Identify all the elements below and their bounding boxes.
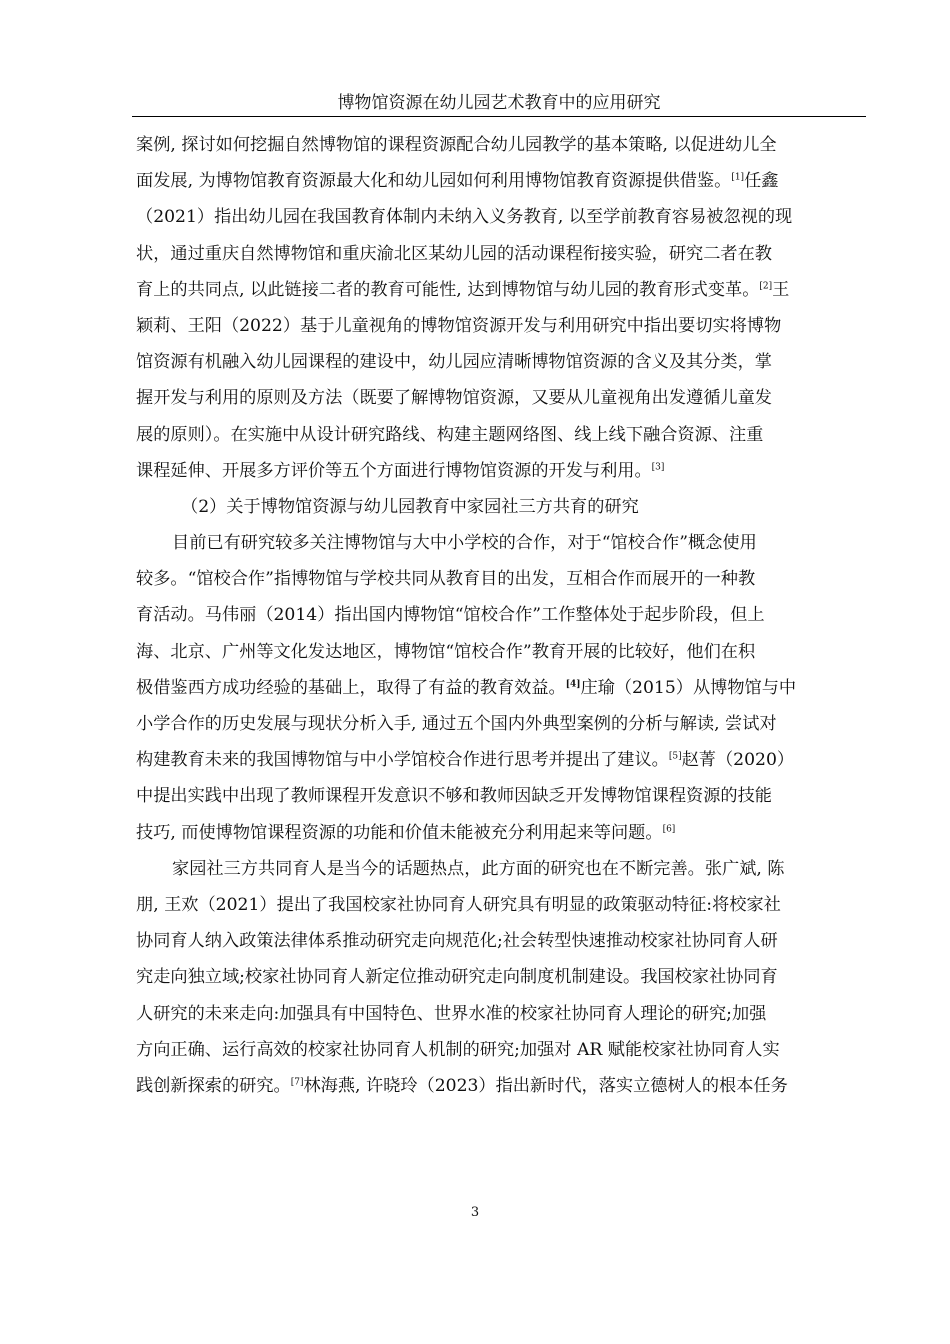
text-line: 课程延伸、开展多方评价等五个方面进行博物馆资源的开发与利用。[3] <box>136 460 665 481</box>
text-line: 目前已有研究较多关注博物馆与大中小学校的合作，对于“馆校合作”概念使用 <box>172 533 757 554</box>
text-line: 状，通过重庆自然博物馆和重庆渝北区某幼儿园的活动课程衔接实验，研究二者在教 <box>136 243 772 264</box>
text-line: 究走向独立域;校家社协同育人新定位推动研究走向制度机制建设。我国校家社协同育 <box>136 967 778 988</box>
text-line: 构建教育未来的我国博物馆与中小学馆校合作进行思考并提出了建议。[5]赵菁（2020） <box>136 750 795 771</box>
text-line: 中提出实践中出现了教师课程开发意识不够和教师因缺乏开发博物馆课程资源的技能 <box>136 786 772 807</box>
running-header: 博物馆资源在幼儿园艺术教育中的应用研究 <box>337 93 661 113</box>
text-line: 小学合作的历史发展与现状分析入手, 通过五个国内外典型案例的分析与解读, 尝试对 <box>136 714 777 734</box>
citation-mark: [2] <box>759 281 773 292</box>
text-line: 践创新探索的研究。[7]林海燕, 许晓玲（2023）指出新时代，落实立德树人的根本任务 <box>136 1075 788 1096</box>
text-line: 朋, 王欢（2021）提出了我国校家社协同育人研究具有明显的政策驱动特征:将校家社 <box>136 894 781 915</box>
citation-mark: [5] <box>668 751 682 762</box>
text-line: 较多。“馆校合作”指博物馆与学校共同从教育目的出发，互相合作而展开的一种教 <box>136 569 756 590</box>
text-line: 协同育人纳入政策法律体系推动研究走向规范化;社会转型快速推动校家社协同育人研 <box>136 931 778 952</box>
citation-mark: [6] <box>662 823 676 834</box>
text-line: 海、北京、广州等文化发达地区，博物馆“馆校合作”教育开展的比较好，他们在积 <box>136 641 756 662</box>
citation-mark: [7] <box>290 1077 304 1088</box>
citation-mark: [1] <box>731 172 745 183</box>
text-line: 颖莉、王阳（2022）基于儿童视角的博物馆资源开发与利用研究中指出要切实将博物 <box>136 315 782 336</box>
text-line: 极借鉴西方成功经验的基础上，取得了有益的教育效益。[4]庄瑜（2015）从博物馆与中 <box>136 677 797 698</box>
text-line: 案例, 探讨如何挖掘自然博物馆的课程资源配合幼儿园教学的基本策略, 以促进幼儿全 <box>136 135 777 155</box>
text-line: 方向正确、运行高效的校家社协同育人机制的研究;加强对 AR 赋能校家社协同育人实 <box>136 1039 780 1060</box>
text-line: 家园社三方共同育人是当今的话题热点，此方面的研究也在不断完善。张广斌, 陈 <box>172 858 785 879</box>
text-line: 育活动。马伟丽（2014）指出国内博物馆“馆校合作”工作整体处于起步阶段，但上 <box>136 605 765 626</box>
body-text <box>136 127 862 1104</box>
section-heading: （2）关于博物馆资源与幼儿园教育中家园社三方共育的研究 <box>181 496 639 517</box>
text-line: 育上的共同点, 以此链接二者的教育可能性, 达到博物馆与幼儿园的教育形式变革。[2]王 <box>136 279 790 300</box>
header-rule <box>132 116 866 117</box>
text-line: 人研究的未来走向:加强具有中国特色、世界水准的校家社协同育人理论的研究;加强 <box>136 1003 767 1024</box>
text-line: （2021）指出幼儿园在我国教育体制内未纳入义务教育, 以至学前教育容易被忽视的现 <box>136 207 793 228</box>
text-line: 展的原则）。在实施中从设计研究路线、构建主题网络图、线上线下融合资源、注重 <box>136 424 764 445</box>
text-line: 技巧, 而使博物馆课程资源的功能和价值未能被充分利用起来等问题。[6] <box>136 822 676 843</box>
text-line: 面发展, 为博物馆教育资源最大化和幼儿园如何利用博物馆教育资源提供借鉴。[1]任鑫 <box>136 171 779 192</box>
citation-mark: [4] <box>565 679 581 690</box>
text-line: 馆资源有机融入幼儿园课程的建设中，幼儿园应清晰博物馆资源的含义及其分类，掌 <box>136 352 772 373</box>
text-line: 握开发与利用的原则及方法（既要了解博物馆资源，又要从儿童视角出发遵循儿童发 <box>136 388 772 409</box>
page-number: 3 <box>470 1205 480 1220</box>
citation-mark: [3] <box>651 461 665 472</box>
